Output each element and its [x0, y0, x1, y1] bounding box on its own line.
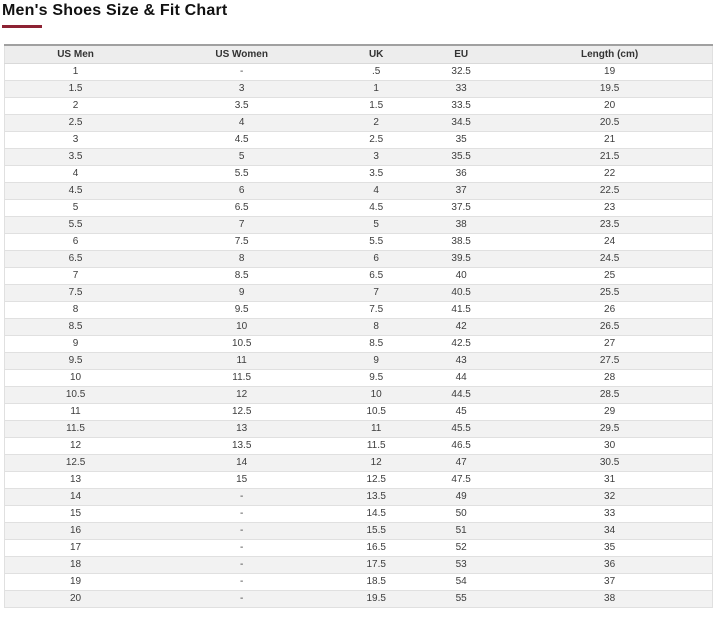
table-cell: 5.5 [337, 233, 415, 250]
table-cell: - [146, 590, 337, 607]
table-cell: 19.5 [337, 590, 415, 607]
table-cell: 53 [415, 556, 507, 573]
table-cell: 16 [5, 522, 147, 539]
table-cell: 8 [146, 250, 337, 267]
table-cell: 10.5 [5, 386, 147, 403]
table-cell: 33 [507, 505, 712, 522]
table-cell: 46.5 [415, 437, 507, 454]
table-cell: 28 [507, 369, 712, 386]
table-cell: 10 [5, 369, 147, 386]
table-cell: 15 [146, 471, 337, 488]
table-cell: 29.5 [507, 420, 712, 437]
table-cell: 13.5 [146, 437, 337, 454]
table-cell: 3 [5, 131, 147, 148]
table-row [5, 522, 713, 539]
table-cell: 3 [146, 80, 337, 97]
table-cell: 19 [5, 573, 147, 590]
table-row [5, 386, 713, 403]
table-cell: 51 [415, 522, 507, 539]
table-row [5, 165, 713, 182]
table-cell: 9 [5, 335, 147, 352]
table-cell: - [146, 556, 337, 573]
table-cell: 25.5 [507, 284, 712, 301]
table-cell: 11 [146, 352, 337, 369]
table-cell: 7 [146, 216, 337, 233]
table-cell: 4 [146, 114, 337, 131]
table-cell: 17 [5, 539, 147, 556]
table-cell: 1 [5, 63, 147, 80]
table-cell: 42 [415, 318, 507, 335]
table-cell: 12.5 [146, 403, 337, 420]
table-cell: 12.5 [5, 454, 147, 471]
table-cell: - [146, 63, 337, 80]
table-cell: 9.5 [5, 352, 147, 369]
table-cell: - [146, 488, 337, 505]
table-cell: 21 [507, 131, 712, 148]
table-row [5, 369, 713, 386]
table-cell: 32 [507, 488, 712, 505]
table-row [5, 318, 713, 335]
table-cell: 8 [337, 318, 415, 335]
table-cell: 54 [415, 573, 507, 590]
table-cell: 15.5 [337, 522, 415, 539]
table-row [5, 556, 713, 573]
table-cell: 8 [5, 301, 147, 318]
table-cell: 14 [146, 454, 337, 471]
table-cell: 13 [146, 420, 337, 437]
table-row [5, 352, 713, 369]
table-cell: 43 [415, 352, 507, 369]
table-cell: 28.5 [507, 386, 712, 403]
table-cell: 9.5 [337, 369, 415, 386]
table-cell: 30 [507, 437, 712, 454]
table-body [5, 63, 713, 607]
table-cell: 6 [5, 233, 147, 250]
table-row [5, 131, 713, 148]
table-row [5, 471, 713, 488]
column-header: Length (cm) [507, 45, 712, 63]
table-cell: 23 [507, 199, 712, 216]
table-cell: 9 [146, 284, 337, 301]
table-cell: 27.5 [507, 352, 712, 369]
table-cell: 4 [5, 165, 147, 182]
table-cell: 37 [415, 182, 507, 199]
table-cell: 6 [337, 250, 415, 267]
table-cell: 55 [415, 590, 507, 607]
table-cell: 42.5 [415, 335, 507, 352]
table-cell: 34 [507, 522, 712, 539]
table-cell: 13 [5, 471, 147, 488]
table-cell: 30.5 [507, 454, 712, 471]
table-cell: 1.5 [5, 80, 147, 97]
table-row [5, 488, 713, 505]
table-cell: 2 [337, 114, 415, 131]
table-cell: 6.5 [5, 250, 147, 267]
table-cell: 4.5 [5, 182, 147, 199]
table-row [5, 233, 713, 250]
table-cell: 40.5 [415, 284, 507, 301]
table-cell: 39.5 [415, 250, 507, 267]
table-cell: - [146, 573, 337, 590]
table-cell: 35 [415, 131, 507, 148]
column-header: US Men [5, 45, 147, 63]
table-cell: 11.5 [146, 369, 337, 386]
table-row [5, 97, 713, 114]
table-cell: 4 [337, 182, 415, 199]
table-cell: .5 [337, 63, 415, 80]
table-cell: 7 [5, 267, 147, 284]
table-cell: 7.5 [5, 284, 147, 301]
table-cell: 8.5 [337, 335, 415, 352]
table-cell: 17.5 [337, 556, 415, 573]
table-cell: 40 [415, 267, 507, 284]
table-cell: 16.5 [337, 539, 415, 556]
table-cell: 29 [507, 403, 712, 420]
table-cell: 7.5 [146, 233, 337, 250]
table-cell: 33.5 [415, 97, 507, 114]
table-cell: 45.5 [415, 420, 507, 437]
table-cell: 45 [415, 403, 507, 420]
table-cell: 11 [5, 403, 147, 420]
table-cell: 24 [507, 233, 712, 250]
table-row [5, 267, 713, 284]
table-cell: 10 [337, 386, 415, 403]
table-row [5, 590, 713, 607]
table-cell: 1.5 [337, 97, 415, 114]
table-cell: 3.5 [146, 97, 337, 114]
table-cell: 44 [415, 369, 507, 386]
table-cell: 2.5 [337, 131, 415, 148]
table-cell: 14.5 [337, 505, 415, 522]
table-cell: 6 [146, 182, 337, 199]
table-cell: 11 [337, 420, 415, 437]
table-cell: 1 [337, 80, 415, 97]
table-cell: 3 [337, 148, 415, 165]
table-cell: 10.5 [146, 335, 337, 352]
table-cell: 47.5 [415, 471, 507, 488]
table-cell: 26.5 [507, 318, 712, 335]
table-cell: 5 [5, 199, 147, 216]
table-cell: 5 [146, 148, 337, 165]
table-header-row [5, 45, 713, 63]
table-cell: 34.5 [415, 114, 507, 131]
table-row [5, 63, 713, 80]
table-cell: 24.5 [507, 250, 712, 267]
table-cell: 5.5 [5, 216, 147, 233]
table-row [5, 182, 713, 199]
table-cell: - [146, 539, 337, 556]
table-cell: 33 [415, 80, 507, 97]
table-cell: 18.5 [337, 573, 415, 590]
table-cell: 9 [337, 352, 415, 369]
table-cell: 7.5 [337, 301, 415, 318]
table-cell: 21.5 [507, 148, 712, 165]
table-cell: 26 [507, 301, 712, 318]
column-header: EU [415, 45, 507, 63]
table-cell: 4.5 [337, 199, 415, 216]
table-row [5, 539, 713, 556]
column-header: UK [337, 45, 415, 63]
table-row [5, 437, 713, 454]
table-row [5, 284, 713, 301]
table-cell: 4.5 [146, 131, 337, 148]
table-cell: 47 [415, 454, 507, 471]
table-cell: 3.5 [337, 165, 415, 182]
table-cell: 36 [507, 556, 712, 573]
table-cell: 2 [5, 97, 147, 114]
table-cell: 2.5 [5, 114, 147, 131]
table-cell: 32.5 [415, 63, 507, 80]
table-cell: 5.5 [146, 165, 337, 182]
table-row [5, 454, 713, 471]
table-cell: 23.5 [507, 216, 712, 233]
table-cell: 14 [5, 488, 147, 505]
table-cell: - [146, 505, 337, 522]
size-chart-table [4, 44, 713, 608]
table-cell: 22.5 [507, 182, 712, 199]
table-cell: 35.5 [415, 148, 507, 165]
table-cell: 20 [5, 590, 147, 607]
table-cell: - [146, 522, 337, 539]
table-cell: 22 [507, 165, 712, 182]
table-cell: 5 [337, 216, 415, 233]
table-cell: 15 [5, 505, 147, 522]
table-cell: 12 [5, 437, 147, 454]
table-cell: 7 [337, 284, 415, 301]
table-cell: 3.5 [5, 148, 147, 165]
table-cell: 37 [507, 573, 712, 590]
table-cell: 27 [507, 335, 712, 352]
table-cell: 38 [415, 216, 507, 233]
table-cell: 6.5 [337, 267, 415, 284]
table-cell: 19 [507, 63, 712, 80]
table-row [5, 80, 713, 97]
table-cell: 6.5 [146, 199, 337, 216]
table-cell: 49 [415, 488, 507, 505]
page-title: Men's Shoes Size & Fit Chart [2, 2, 228, 19]
table-cell: 41.5 [415, 301, 507, 318]
table-cell: 31 [507, 471, 712, 488]
table-cell: 11.5 [337, 437, 415, 454]
table-cell: 20.5 [507, 114, 712, 131]
table-row [5, 301, 713, 318]
table-cell: 38.5 [415, 233, 507, 250]
table-cell: 10 [146, 318, 337, 335]
title-accent-underline [2, 25, 42, 28]
table-cell: 8.5 [146, 267, 337, 284]
table-row [5, 335, 713, 352]
table-cell: 10.5 [337, 403, 415, 420]
table-row [5, 216, 713, 233]
table-cell: 18 [5, 556, 147, 573]
table-cell: 19.5 [507, 80, 712, 97]
table-row [5, 148, 713, 165]
column-header: US Women [146, 45, 337, 63]
table-cell: 37.5 [415, 199, 507, 216]
table-row [5, 403, 713, 420]
table-cell: 36 [415, 165, 507, 182]
table-cell: 52 [415, 539, 507, 556]
table-row [5, 573, 713, 590]
table-cell: 25 [507, 267, 712, 284]
table-cell: 12.5 [337, 471, 415, 488]
table-cell: 12 [337, 454, 415, 471]
table-cell: 12 [146, 386, 337, 403]
table-head [5, 45, 713, 63]
table-cell: 38 [507, 590, 712, 607]
table-cell: 44.5 [415, 386, 507, 403]
table-cell: 11.5 [5, 420, 147, 437]
table-row [5, 250, 713, 267]
table-cell: 20 [507, 97, 712, 114]
table-row [5, 420, 713, 437]
table-row [5, 199, 713, 216]
table-cell: 35 [507, 539, 712, 556]
table-cell: 8.5 [5, 318, 147, 335]
table-row [5, 505, 713, 522]
table-cell: 50 [415, 505, 507, 522]
table-row [5, 114, 713, 131]
table-cell: 9.5 [146, 301, 337, 318]
table-cell: 13.5 [337, 488, 415, 505]
